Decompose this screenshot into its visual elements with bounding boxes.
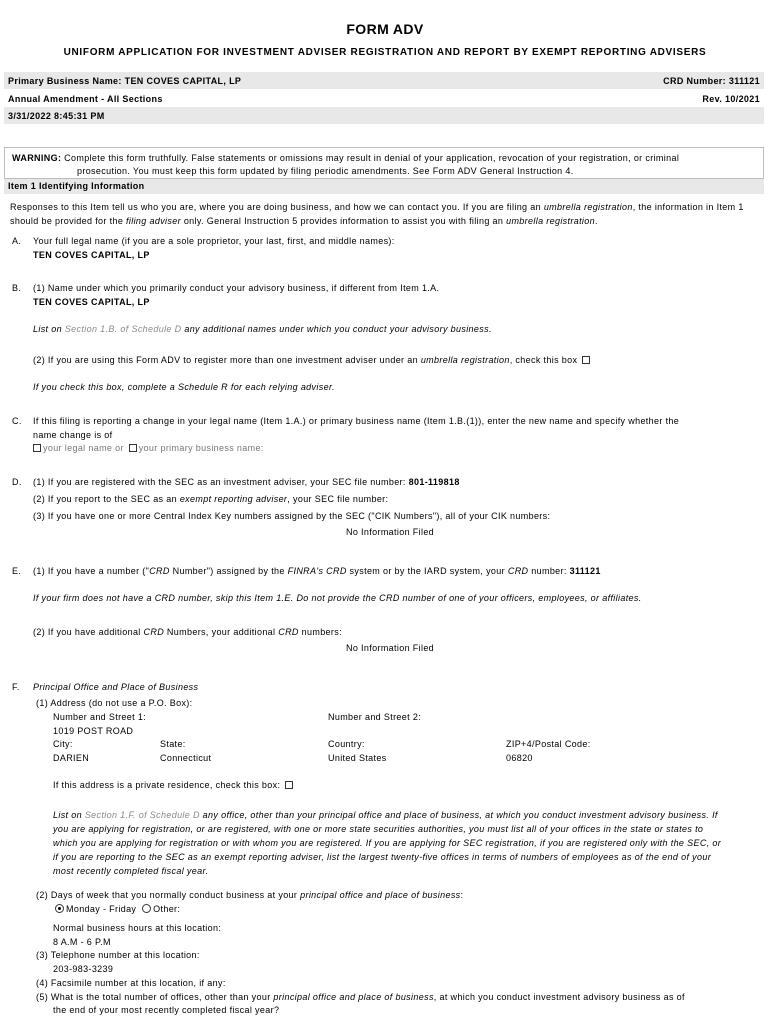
item-a-question: Your full legal name (if you are a sole proprietor, your last, first, and middle names):: [33, 236, 395, 246]
additional-crd-no-info: No Information Filed: [346, 643, 435, 653]
amendment-row: [4, 90, 764, 107]
item-1-intro: [10, 200, 762, 228]
street2-label: Number and Street 2:: [328, 712, 422, 722]
item-c-options: [33, 443, 264, 453]
street1-label: Number and Street 1:: [53, 712, 147, 722]
state-label: State:: [160, 739, 186, 749]
q-em: FINRA's CRD: [287, 566, 347, 576]
item-b-letter: B.: [12, 283, 22, 293]
item-e-note: If your firm does not have a CRD number, skip this Item 1.E. Do not provide the CRD number of one of your officers, employees, or affiliates.: [33, 593, 642, 603]
zip-value: 06820: [506, 753, 533, 763]
item-b1-question: (1) Name under which you primarily conduct your advisory business, if different from Item 1.A.: [33, 283, 440, 293]
item-f2-question: [36, 890, 463, 900]
item-d1-question: [33, 477, 460, 487]
item-f5-question-2: the end of your most recently completed fiscal year?: [53, 1005, 280, 1015]
form-subtitle: UNIFORM APPLICATION FOR INVESTMENT ADVISER REGISTRATION AND REPORT BY EXEMPT REPORTING ADVISERS: [63, 47, 707, 58]
q-text: system or by the IARD system, your: [346, 566, 508, 576]
city-label: City:: [53, 739, 73, 749]
item-e1-question: [33, 566, 601, 576]
item-d-letter: D.: [12, 477, 22, 487]
item-b-list-note: [33, 324, 492, 334]
intro-text: .: [595, 216, 598, 226]
schedule-d-1b-link[interactable]: Section 1.B. of Schedule D: [64, 324, 182, 334]
private-residence-question: [53, 780, 295, 790]
item-f-letter: F.: [12, 682, 20, 692]
business-name-value: TEN COVES CAPITAL, LP: [33, 297, 150, 307]
cik-no-info: No Information Filed: [346, 527, 435, 537]
schedule-d-1f-link[interactable]: Section 1.F. of Schedule D: [84, 810, 200, 820]
q-text: numbers:: [298, 627, 342, 637]
other-days-radio[interactable]: [142, 904, 151, 913]
street1-value: 1019 POST ROAD: [53, 726, 134, 736]
q-em: exempt reporting adviser: [179, 494, 288, 504]
city-value: DARIEN: [53, 753, 90, 763]
country-value: United States: [328, 753, 387, 763]
note-text: any office, other than your principal office and place of business, at which you conduct investment advisory business. If: [199, 810, 718, 820]
revision: Rev. 10/2021: [702, 93, 760, 104]
intro-text: , the information in Item 1 should be provided for the: [10, 202, 744, 226]
note-line: which you are applying for registration or with whom you are registered. If you are applying for SEC registration, if you are registered only with the SEC, or: [53, 838, 722, 848]
warning-line-2: prosecution. You must keep this form updated by filing periodic amendments. See Form ADV General Instruction 4.: [77, 166, 574, 176]
q-text: (5) What is the total number of offices, other than your: [36, 992, 274, 1002]
q-em: CRD: [143, 627, 165, 637]
private-residence-checkbox[interactable]: [285, 781, 293, 789]
warning-label: WARNING:: [12, 153, 62, 163]
item-e2-question: [33, 627, 342, 637]
hours-value: 8 A.M - 6 P.M: [53, 937, 111, 947]
item-b2-note: If you check this box, complete a Schedule R for each relying adviser.: [33, 382, 335, 392]
q-text: Numbers, your additional: [164, 627, 279, 637]
note-line: you are applying for registration, or are registered, with one or more state securities authorities, you must list all of your offices in the state or states to: [53, 824, 704, 834]
q-em: umbrella registration: [420, 355, 510, 365]
legal-name-checkbox[interactable]: [33, 444, 41, 452]
item-1-heading: Item 1 Identifying Information: [4, 179, 764, 194]
item-c-question-1: If this filing is reporting a change in your legal name (Item 1.A.) or primary business name (Item 1.B.(1)), enter the new name and specify whether the: [33, 416, 680, 426]
hours-label: Normal business hours at this location:: [53, 923, 222, 933]
timestamp: 3/31/2022 8:45:31 PM: [8, 110, 105, 121]
item-c-question-2: name change is of: [33, 430, 113, 440]
intro-em: filing adviser: [126, 216, 181, 226]
item-f5-question: [36, 992, 685, 1002]
form-title: FORM ADV: [346, 21, 424, 37]
warning-box: [4, 147, 764, 179]
q-text: , at which you conduct investment advisory business as of: [433, 992, 685, 1002]
item-d3-question: (3) If you have one or more Central Index Key numbers assigned by the SEC ("CIK Numbers"), all of your CIK numbers:: [33, 511, 551, 521]
monday-friday-label: Monday - Friday: [66, 904, 137, 914]
note-text: List on: [33, 324, 65, 334]
q-text: (2) Days of week that you normally conduct business at your: [36, 890, 301, 900]
item-f-heading: Principal Office and Place of Business: [33, 682, 199, 692]
q-text: (1) If you are registered with the SEC as an investment adviser, your SEC file number:: [33, 477, 406, 487]
warning-line-1: Complete this form truthfully. False statements or omissions may result in denial of your application, revocation of your registration, or criminal: [64, 153, 680, 163]
umbrella-checkbox[interactable]: [582, 356, 590, 364]
days-options: [55, 904, 180, 914]
state-value: Connecticut: [160, 753, 212, 763]
primary-business-checkbox[interactable]: [129, 444, 137, 452]
phone-value: 203-983-3239: [53, 964, 114, 974]
item-f-list-note: [53, 808, 758, 878]
q-text: , check this box: [509, 355, 578, 365]
other-days-label: Other:: [153, 904, 181, 914]
note-text: any additional names under which you conduct your advisory business.: [181, 324, 492, 334]
item-f1-question: (1) Address (do not use a P.O. Box):: [36, 698, 193, 708]
item-e-letter: E.: [12, 566, 22, 576]
item-f4-question: (4) Facsimile number at this location, if any:: [36, 978, 226, 988]
q-em: principal office and place of business: [273, 992, 434, 1002]
q-em: principal office and place of business: [300, 890, 461, 900]
q-text: number:: [528, 566, 567, 576]
amendment-type: Annual Amendment - All Sections: [8, 93, 163, 104]
note-line: most recently completed fiscal year.: [53, 866, 209, 876]
monday-friday-radio[interactable]: [55, 904, 64, 913]
item-b2-question: [33, 355, 592, 365]
q-text: , your SEC file number:: [287, 494, 389, 504]
primary-business-name: Primary Business Name: TEN COVES CAPITAL, LP: [8, 75, 242, 86]
intro-text: Responses to this Item tell us who you are, where you are doing business, and how we can contact you. If you are filing an: [10, 202, 544, 212]
note-text: List on: [53, 810, 85, 820]
q-em: CRD: [149, 566, 170, 576]
q-text: (2) If you are using this Form ADV to register more than one investment adviser under an: [33, 355, 421, 365]
country-label: Country:: [328, 739, 365, 749]
item-d2-question: [33, 494, 388, 504]
q-text: Number") assigned by the: [169, 566, 288, 576]
intro-text: only. General Instruction 5 provides information to assist you with filing an: [180, 216, 507, 226]
note-line: if you are reporting to the SEC as an exempt reporting adviser, list the largest twenty-five offices in terms of numbers of employees as of the end of your: [53, 852, 712, 862]
item-f3-question: (3) Telephone number at this location:: [36, 950, 200, 960]
q-em: CRD: [507, 566, 529, 576]
q-em: CRD: [278, 627, 299, 637]
intro-em: umbrella registration: [543, 202, 633, 212]
timestamp-row: [4, 107, 764, 124]
q-text: :: [460, 890, 464, 900]
q-text: (2) If you have additional: [33, 627, 144, 637]
q-text: (2) If you report to the SEC as an: [33, 494, 180, 504]
crd-number-value: 311121: [569, 566, 601, 576]
item-a-letter: A.: [12, 236, 22, 246]
primary-business-option-label: your primary business name:: [138, 443, 264, 453]
item-c-letter: C.: [12, 416, 22, 426]
legal-name-option-label: your legal name or: [43, 443, 124, 453]
sec-file-number: 801-119818: [408, 477, 460, 487]
zip-label: ZIP+4/Postal Code:: [506, 739, 591, 749]
crd-number: CRD Number: 311121: [663, 75, 760, 86]
primary-business-row: [4, 72, 764, 89]
legal-name-value: TEN COVES CAPITAL, LP: [33, 250, 150, 260]
intro-em: umbrella registration: [506, 216, 595, 226]
q-text: (1) If you have a number (": [33, 566, 150, 576]
q-text: If this address is a private residence, check this box:: [53, 780, 281, 790]
